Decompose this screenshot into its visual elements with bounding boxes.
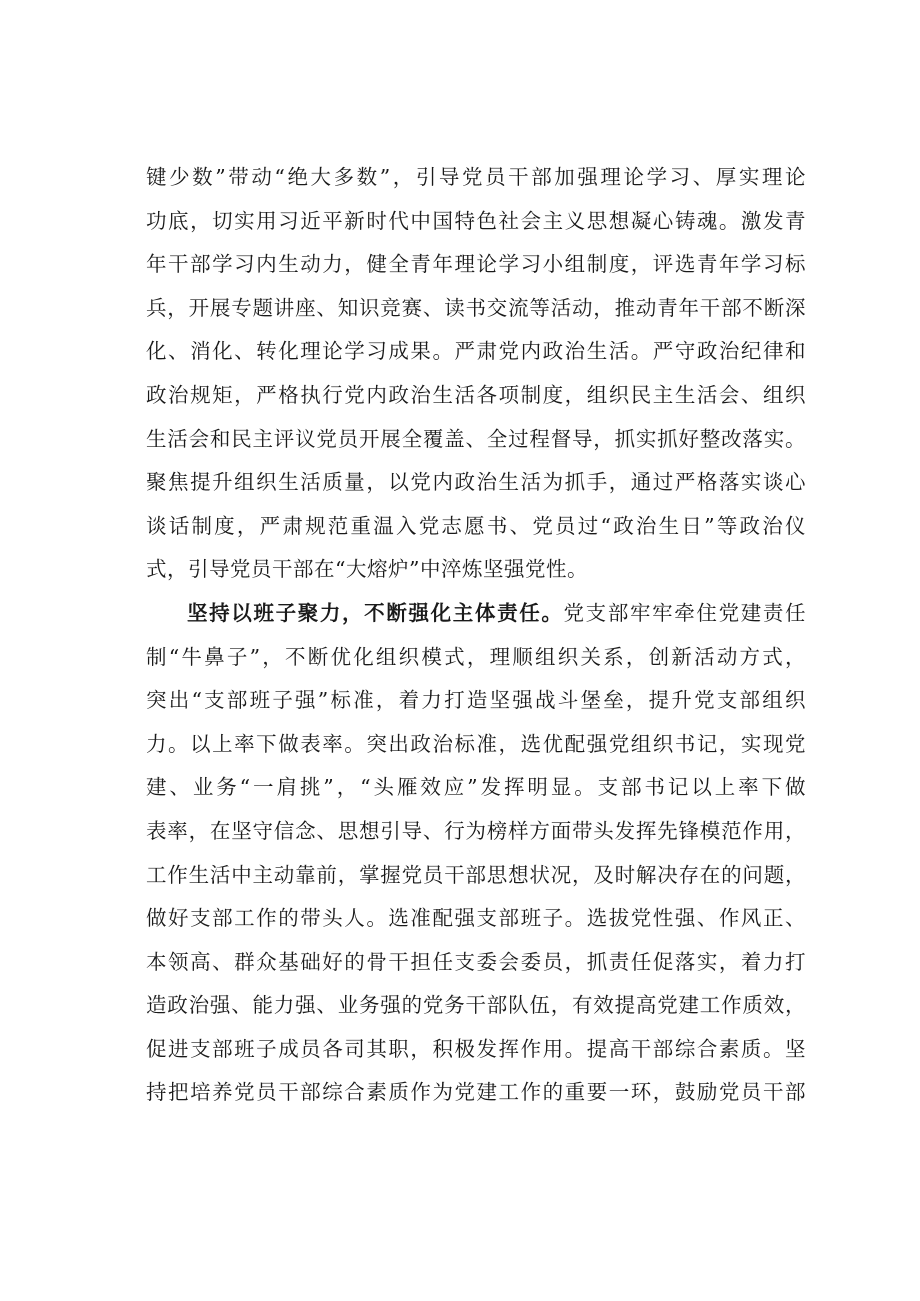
text-line: 功底，切实用习近平新时代中国特色社会主义思想凝心铸魂。激发青 <box>146 208 806 233</box>
text-line: 持把培养党员干部综合素质作为党建工作的重要一环，鼓励党员干部 <box>146 1080 806 1105</box>
text-span: 党支部牢牢牵住党建责任 <box>563 600 807 625</box>
text-line: 政治规矩，严格执行党内政治生活各项制度，组织民主生活会、组织 <box>146 382 806 407</box>
text-line: 生活会和民主评议党员开展全覆盖、全过程督导，抓实抓好整改落实。 <box>146 426 806 451</box>
text-line: 谈话制度，严肃规范重温入党志愿书、党员过“政治生日”等政治仪 <box>146 513 806 538</box>
text-line: 做好支部工作的带头人。选准配强支部班子。选拔党性强、作风正、 <box>146 906 806 931</box>
text-line: 突出“支部班子强”标准，着力打造坚强战斗堡垒，提升党支部组织 <box>146 688 806 713</box>
text-line: 建、业务“一肩挑”，“头雁效应”发挥明显。支部书记以上率下做 <box>146 775 806 800</box>
text-line: 键少数”带动“绝大多数”，引导党员干部加强理论学习、厚实理论 <box>146 165 806 189</box>
text-line: 促进支部班子成员各司其职，积极发挥作用。提高干部综合素质。坚 <box>146 1036 806 1061</box>
text-line: 式，引导党员干部在“大熔炉”中淬炼坚强党性。 <box>146 557 588 582</box>
text-line: 化、消化、转化理论学习成果。严肃党内政治生活。严守政治纪律和 <box>146 339 806 364</box>
paragraph-first-line <box>146 592 806 636</box>
text-line: 表率，在坚守信念、思想引导、行为榜样方面带头发挥先锋模范作用， <box>146 818 806 843</box>
paragraph-2 <box>146 592 806 1115</box>
paragraph-heading: 坚持以班子聚力，不断强化主体责任。 <box>187 600 564 625</box>
text-line: 兵，开展专题讲座、知识竞赛、读书交流等活动，推动青年干部不断深 <box>146 295 806 320</box>
text-line: 力。以上率下做表率。突出政治标准，选优配强党组织书记，实现党 <box>146 731 806 756</box>
text-line: 年干部学习内生动力，健全青年理论学习小组制度，评选青年学习标 <box>146 252 806 277</box>
document-body <box>146 156 806 1115</box>
text-line: 本领高、群众基础好的骨干担任支委会委员，抓责任促落实，着力打 <box>146 949 806 974</box>
text-line: 工作生活中主动靠前，掌握党员干部思想状况，及时解决存在的问题， <box>146 862 806 887</box>
paragraph-1 <box>146 156 806 592</box>
text-line: 聚焦提升组织生活质量，以党内政治生活为抓手，通过严格落实谈心 <box>146 470 806 495</box>
text-line: 制“牛鼻子”，不断优化组织模式，理顺组织关系，创新活动方式， <box>146 644 806 669</box>
text-line: 造政治强、能力强、业务强的党务干部队伍，有效提高党建工作质效， <box>146 993 806 1018</box>
